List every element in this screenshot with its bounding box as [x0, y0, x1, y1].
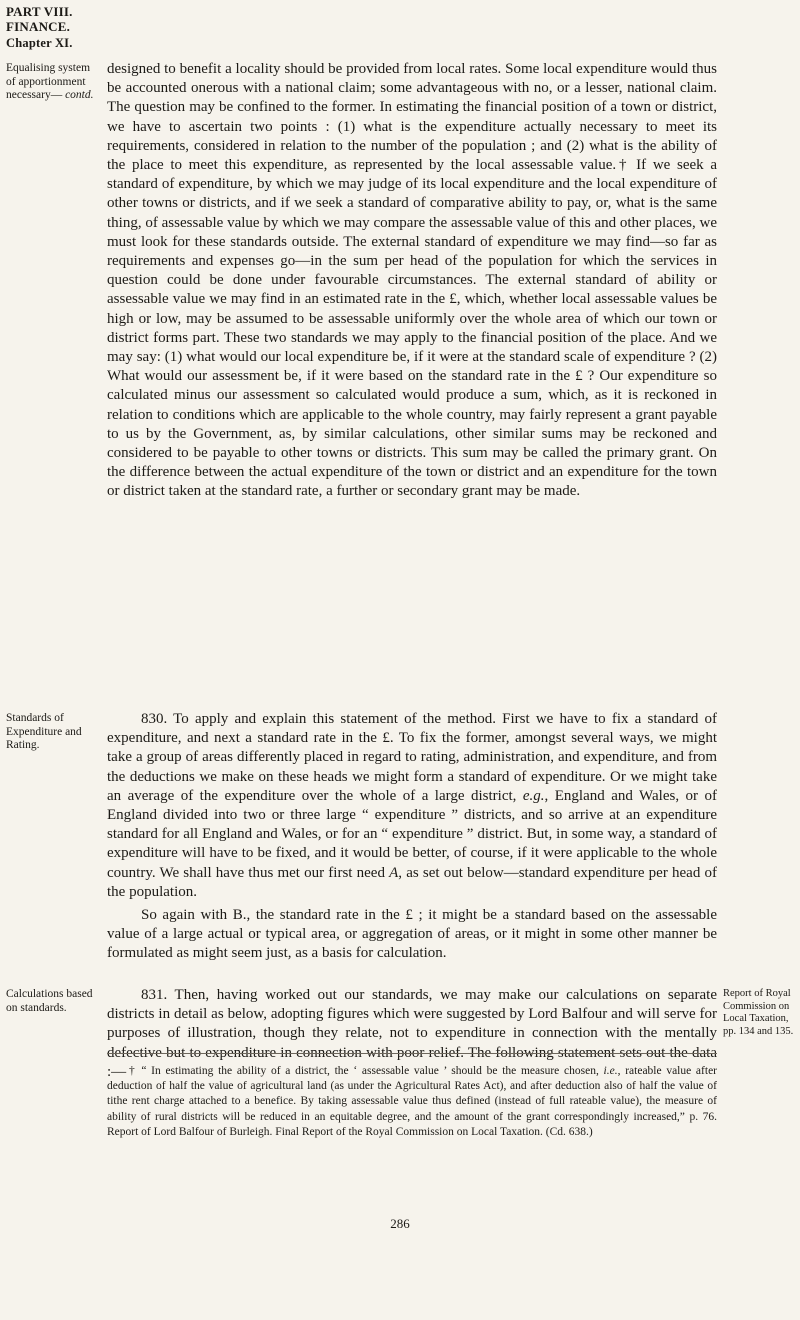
- footnote-text-a: † “ In estimating the ability of a district, the ‘ assessable value ’ should be the measure chosen,: [129, 1065, 604, 1077]
- paragraph-830-continued: So again with B., the standard rate in the £ ; it might be a standard based on the assessable value of a large actual or typical area, or aggregation of areas, or it might in some other manner be formulated as might seem just, as a basis for calculation.: [107, 907, 717, 962]
- margin-note-apportionment: [6, 62, 98, 103]
- paragraph-830-text-c: , as set out below—standard expenditure per head of the population.: [107, 864, 717, 900]
- part-heading: PART VIII.: [6, 4, 73, 19]
- running-head: [6, 4, 73, 51]
- margin-note-standards: Standards of Expenditure and Rating.: [6, 712, 82, 751]
- margin-note-report-reference: Report of Royal Commission on Local Taxation, pp. 134 and 135.: [723, 988, 794, 1037]
- paragraph-830-text-b: , England and Wales, or of England divided into two or three large “ expenditure ” districts, and so arrive at an expenditure standard for all England and Wales, or for an “ expenditure ” district. But, in some way, a standard of expenditure will have to be fixed, and it would be better, of course, if it were applicable to the whole country. We shall have thus met our first need: [107, 787, 717, 881]
- margin-note-calculations: Calculations based on standards.: [6, 988, 93, 1014]
- footnote: [107, 1064, 717, 1140]
- footnote-ie: i.e.: [603, 1065, 618, 1077]
- footnote-text-b: , rateable value after deduction of half the value of agricultural land (as under the Agricultural Rates Act), and after deduction also of half the value of tithe rent charge attached to a benefice. By taking assessable value thus defined (instead of full rateable value), the measure of ability of rural districts will be reduced in an equitable degree, and the amount of the grant correspondingly increased,” p. 76. Report of Lord Balfour of Burleigh. Final Report of the Royal Commission on Local Taxation. (Cd. 638.): [107, 1065, 717, 1138]
- paragraph-continued: designed to benefit a locality should be provided from local rates. Some local expenditure would thus be accounted onerous with a national claim; some advantageous with no, or a lesser, national claim. The question may be confined to the former. In estimating the financial position of a town or district, we have to ascertain two points : (1) what is the expenditure actually necessary to meet its requirements, considered in relation to the number of the population ; and (2) what is the ability of the place to meet this expenditure, as represented by the local assessable value.† If we seek a standard of expenditure, by which we may judge of its local expenditure and the local expenditure of other towns or districts, and if we seek a standard of comparative ability to pay, or, what is the same thing, of assessable value by which we may compare the assessable value of this and other places, we must look for these standards outside. The external standard of expenditure we may find—so far as requirements and expenses go—in the sum per head of the population for which the services in question could be done under favourable circumstances. The external standard of ability or assessable value we may find in an estimated rate in the £, which, whether local assessable values be high or low, may be assumed to be assessable uniformly over the whole area of which our town or district forms part. These two standards we may apply to the financial position of the place. And we may say: (1) what would our local expenditure be, if it were at the standard scale of expenditure ? (2) What would our assessment be, if it were based on the standard rate in the £ ? Our expenditure so calculated minus our assessment so calculated would produce a sum, which, as it is reckoned in relation to conditions which are applicable to the whole country, may fairly represent a grant payable to us by the Government, as, by similar calculations, other similar sums may be reckoned and considered to be payable to other towns or districts. This sum may be called the primary grant. On the difference between the actual expenditure of the town or district and an expenditure for the town or district taken at the standard rate, a further or secondary grant may be made.: [107, 61, 717, 500]
- chapter-heading: Chapter XI.: [6, 36, 73, 50]
- paragraph-830: [107, 710, 717, 902]
- paragraph-830-eg: e.g.: [522, 787, 545, 804]
- section-heading: FINANCE.: [6, 19, 71, 34]
- paragraph-831: 831. Then, having worked out our standards, we may make our calculations on separate districts in detail as below, adopting figures which were suggested by Lord Balfour and will serve for purposes of illustration, though they relate, not to expenditure in connection with the mentally defective but to expenditure in connection with poor relief. The following statement sets out the data :—: [107, 987, 717, 1080]
- footnote-rule: [107, 1053, 717, 1054]
- paragraph-830-a: A: [389, 864, 399, 881]
- page-number: 286: [390, 1216, 410, 1231]
- paragraph-830-text-a: 830. To apply and explain this statement of the method. First we have to fix a standard of expenditure, and next a standard rate in the £. To fix the former, amongst several ways, we might take a group of areas differently placed in regard to rating, administration, and expenditure, and from the deductions we make on these heads we might form a standard of expenditure. Or we might take an average of the expenditure over the whole of a large district,: [107, 711, 717, 804]
- margin-note-contd: contd.: [65, 89, 94, 101]
- margin-note-apportionment-text: Equalising system of apportionment necessary—: [6, 62, 91, 101]
